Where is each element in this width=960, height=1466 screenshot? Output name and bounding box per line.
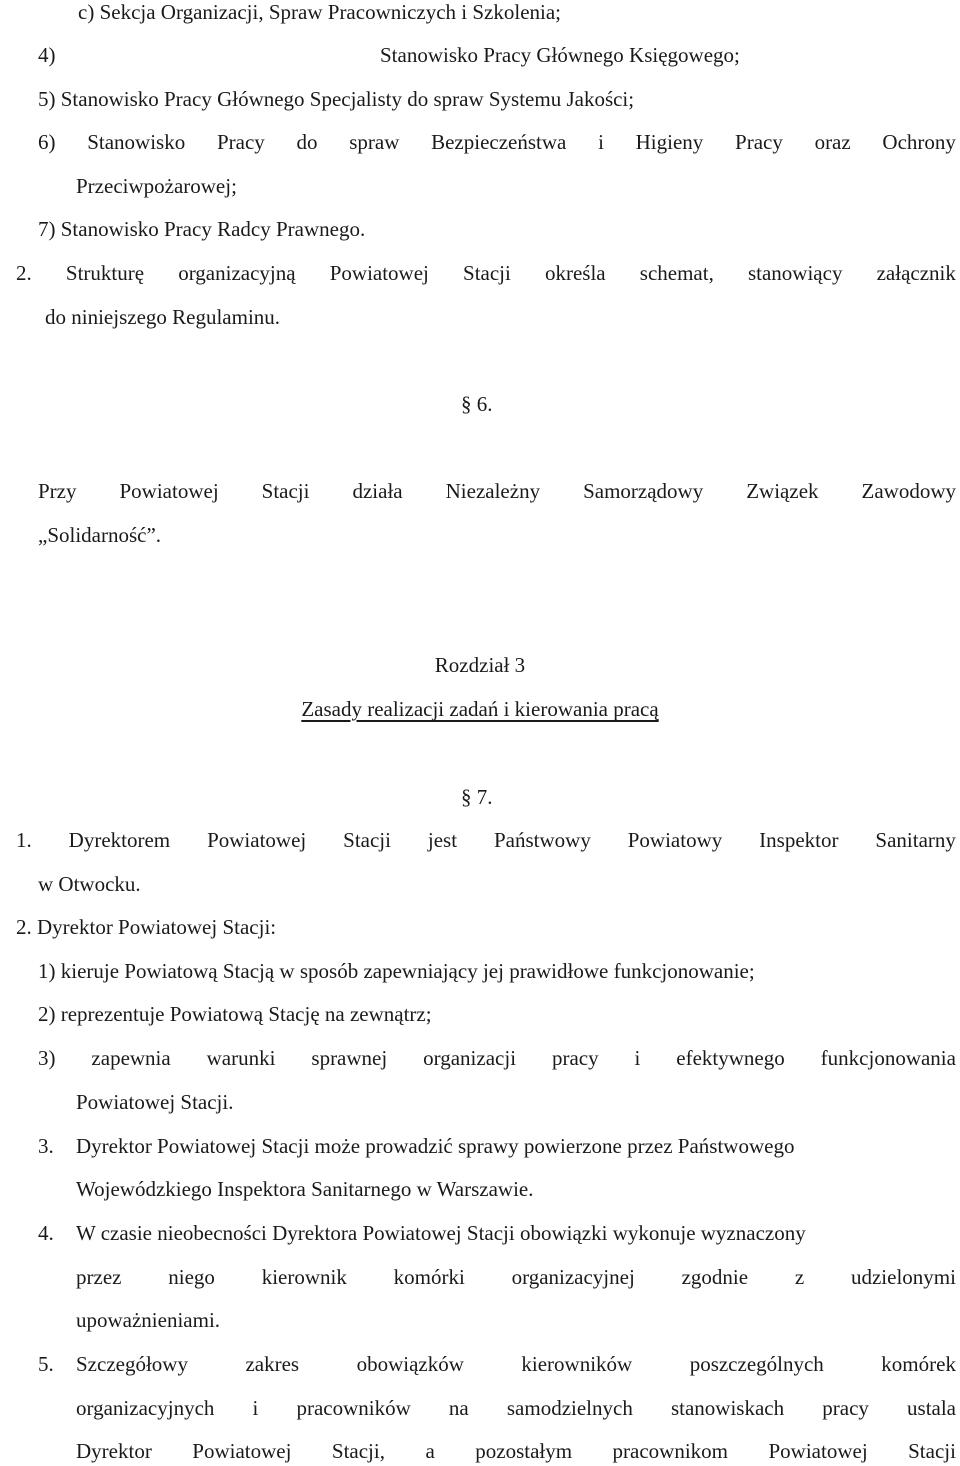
word: Higieny — [635, 130, 704, 154]
section-7-item-5-line-1 — [76, 1349, 956, 1379]
list-item-7: 7) Stanowisko Pracy Radcy Prawnego. — [38, 217, 366, 241]
word: Stacji — [908, 1439, 956, 1463]
word: Pracy — [216, 130, 265, 154]
word: 3) — [38, 1046, 56, 1070]
word: schemat, — [639, 261, 714, 285]
chapter-heading: Rozdział 3 — [434, 653, 526, 677]
list-item-4-number: 4) — [38, 43, 56, 67]
sub-item-2: 2) reprezentuje Powiatową Stację na zewnątrz; — [38, 1002, 432, 1026]
list-item-4-text: Stanowisko Pracy Głównego Księgowego; — [380, 43, 740, 67]
word: Stacji — [343, 828, 391, 852]
word: 6) — [38, 130, 56, 154]
word: Stacji — [261, 479, 310, 503]
section-7-item-3-text: Dyrektor Powiatowej Stacji może prowadzić sprawy powierzone przez Państwowego — [76, 1134, 795, 1158]
word: Niezależny — [445, 479, 541, 503]
word: pracy — [551, 1046, 599, 1070]
word: Powiatowy — [627, 828, 723, 852]
word: spraw — [349, 130, 400, 154]
word: Sanitarny — [875, 828, 956, 852]
word: działa — [352, 479, 403, 503]
word: obowiązków — [356, 1352, 464, 1376]
list-item-5: 5) Stanowisko Pracy Głównego Specjalisty do spraw Systemu Jakości; — [38, 87, 635, 111]
sub-item-1: 1) kieruje Powiatową Stacją w sposób zapewniający jej prawidłowe funkcjonowanie; — [38, 959, 755, 983]
word: Bezpieczeństwa — [431, 130, 567, 154]
section-6-line-1 — [38, 476, 956, 506]
word: udzielonymi — [850, 1265, 956, 1289]
chapter-title — [0, 694, 960, 724]
word: Powiatowej — [192, 1439, 292, 1463]
word: przez — [76, 1265, 122, 1289]
word: na — [448, 1396, 469, 1420]
word: organizacji — [423, 1046, 517, 1070]
section-7-item-5-number: 5. — [38, 1352, 54, 1376]
word: Stacji — [463, 261, 511, 285]
word: zgodnie — [681, 1265, 749, 1289]
list-item-6-continued: Przeciwpożarowej; — [76, 174, 237, 198]
section-7-item-4-line-2 — [76, 1262, 956, 1292]
word: Stanowisko — [87, 130, 186, 154]
word: poszczególnych — [689, 1352, 824, 1376]
section-7-item-1 — [16, 825, 956, 855]
word: oraz — [814, 130, 851, 154]
paragraph-2-line-2: do niniejszego Regulaminu. — [45, 305, 281, 329]
word: Dyrektorem — [68, 828, 171, 852]
word: efektywnego — [676, 1046, 785, 1070]
section-7-item-1-continued: w Otwocku. — [38, 872, 141, 896]
word: 2. — [16, 261, 32, 285]
word: Inspektor — [759, 828, 839, 852]
word: 1. — [16, 828, 32, 852]
section-7-item-5-line-3 — [76, 1436, 956, 1466]
word: do — [296, 130, 318, 154]
sub-item-3-continued: Powiatowej Stacji. — [76, 1090, 234, 1114]
word: i — [252, 1396, 259, 1420]
word: Związek — [746, 479, 819, 503]
word: Samorządowy — [583, 479, 704, 503]
section-7-item-2: 2. Dyrektor Powiatowej Stacji: — [16, 915, 277, 939]
word: i — [598, 130, 604, 154]
word: stanowiskach — [670, 1396, 785, 1420]
list-item-c: c) Sekcja Organizacji, Spraw Pracowniczych i Szkolenia; — [78, 0, 562, 24]
word: Stacji, — [331, 1439, 385, 1463]
word: organizacyjnej — [511, 1265, 635, 1289]
word: ustala — [907, 1396, 956, 1420]
section-7-item-4-number: 4. — [38, 1221, 54, 1245]
word: pracowników — [296, 1396, 411, 1420]
word: a — [425, 1439, 435, 1463]
word: zapewnia — [91, 1046, 171, 1070]
word: z — [794, 1265, 805, 1289]
word: Przy — [38, 479, 77, 503]
word: warunki — [206, 1046, 276, 1070]
word: Szczegółowy — [76, 1352, 188, 1376]
list-item-6 — [38, 127, 956, 157]
word: kierownik — [261, 1265, 347, 1289]
word: Ochrony — [882, 130, 956, 154]
word: pracownikom — [612, 1439, 729, 1463]
word: organizacyjną — [178, 261, 296, 285]
word: stanowiący — [747, 261, 843, 285]
section-6-heading: § 6. — [461, 392, 493, 416]
word: kierowników — [521, 1352, 633, 1376]
word: funkcjonowania — [820, 1046, 956, 1070]
word: Powiatowej — [768, 1439, 868, 1463]
chapter-title-text: Zasady realizacji zadań i kierowania pracą — [301, 697, 659, 721]
word: Zawodowy — [861, 479, 956, 503]
section-6-line-2: „Solidarność”. — [38, 523, 162, 547]
paragraph-2-line-1 — [16, 258, 956, 288]
word: Strukturę — [65, 261, 145, 285]
word: niego — [168, 1265, 215, 1289]
word: komórek — [881, 1352, 956, 1376]
section-7-item-4-text: W czasie nieobecności Dyrektora Powiatowej Stacji obowiązki wykonuje wyznaczony — [76, 1221, 806, 1245]
word: organizacyjnych — [76, 1396, 215, 1420]
word: Powiatowej — [119, 479, 219, 503]
word: Powiatowej — [329, 261, 429, 285]
word: Państwowy — [493, 828, 591, 852]
word: załącznik — [876, 261, 956, 285]
word: Dyrektor — [76, 1439, 152, 1463]
word: jest — [427, 828, 458, 852]
word: komórki — [393, 1265, 465, 1289]
word: sprawnej — [311, 1046, 388, 1070]
section-7-item-4-line-3: upoważnieniami. — [76, 1308, 221, 1332]
word: pracy — [822, 1396, 869, 1420]
word: pozostałym — [475, 1439, 573, 1463]
word: określa — [544, 261, 606, 285]
section-7-item-3-number: 3. — [38, 1134, 54, 1158]
section-7-item-3-continued: Wojewódzkiego Inspektora Sanitarnego w Warszawie. — [76, 1177, 534, 1201]
word: Pracy — [735, 130, 783, 154]
word: zakres — [245, 1352, 300, 1376]
word: Powiatowej — [207, 828, 307, 852]
sub-item-3 — [38, 1043, 956, 1073]
word: samodzielnych — [506, 1396, 633, 1420]
word: i — [634, 1046, 641, 1070]
section-7-item-5-line-2 — [76, 1393, 956, 1423]
section-7-heading: § 7. — [461, 785, 493, 809]
